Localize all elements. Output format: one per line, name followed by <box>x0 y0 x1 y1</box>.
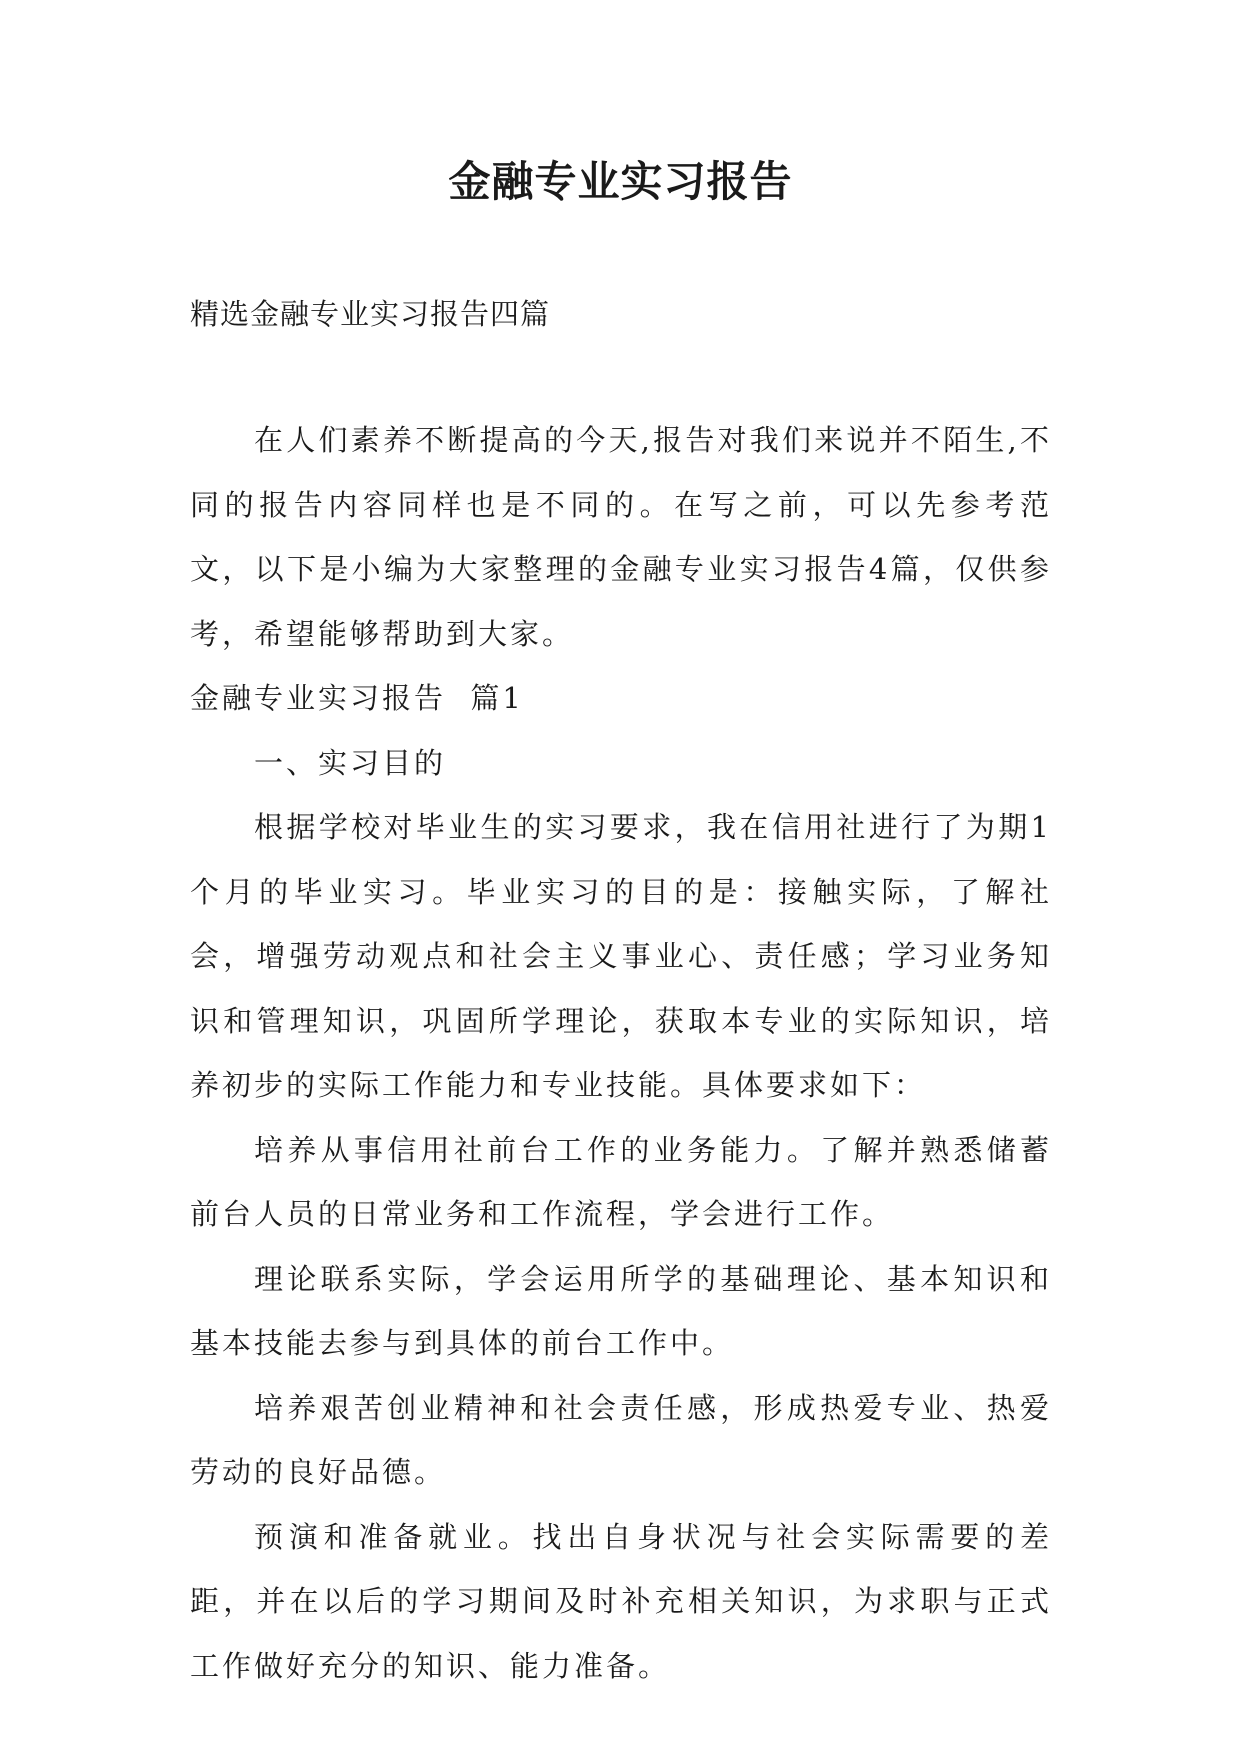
part-heading: 一、实习目的 <box>254 745 447 780</box>
document-body <box>190 408 1052 1698</box>
document-subtitle: 精选金融专业实习报告四篇 <box>190 297 551 331</box>
body-paragraph: 根据学校对毕业生的实习要求，我在信用社进行了为期1个月的毕业实习。毕业实习的目的是：接触实际，了解社会，增强劳动观点和社会主义事业心、责任感；学习业务知识和管理知识，巩固所学理论，获取本专业的实际知识，培养初步的实际工作能力和专业技能。具体要求如下： <box>190 810 1052 1102</box>
body-paragraph: 预演和准备就业。找出自身状况与社会实际需要的差距，并在以后的学习期间及时补充相关知识，为求职与正式工作做好充分的知识、能力准备。 <box>190 1519 1052 1683</box>
body-paragraph: 理论联系实际，学会运用所学的基础理论、基本知识和基本技能去参与到具体的前台工作中。 <box>190 1261 1052 1360</box>
body-paragraph: 培养从事信用社前台工作的业务能力。了解并熟悉储蓄前台人员的日常业务和工作流程，学会进行工作。 <box>190 1132 1052 1231</box>
document-title: 金融专业实习报告 <box>448 157 793 206</box>
intro-paragraph: 在人们素养不断提高的今天,报告对我们来说并不陌生,不同的报告内容同样也是不同的。在写之前，可以先参考范文，以下是小编为大家整理的金融专业实习报告4篇，仅供参考，希望能够帮助到大家。 <box>190 423 1052 651</box>
section-heading: 金融专业实习报告 篇1 <box>190 681 524 715</box>
body-paragraph: 培养艰苦创业精神和社会责任感，形成热爱专业、热爱劳动的良好品德。 <box>190 1390 1052 1489</box>
